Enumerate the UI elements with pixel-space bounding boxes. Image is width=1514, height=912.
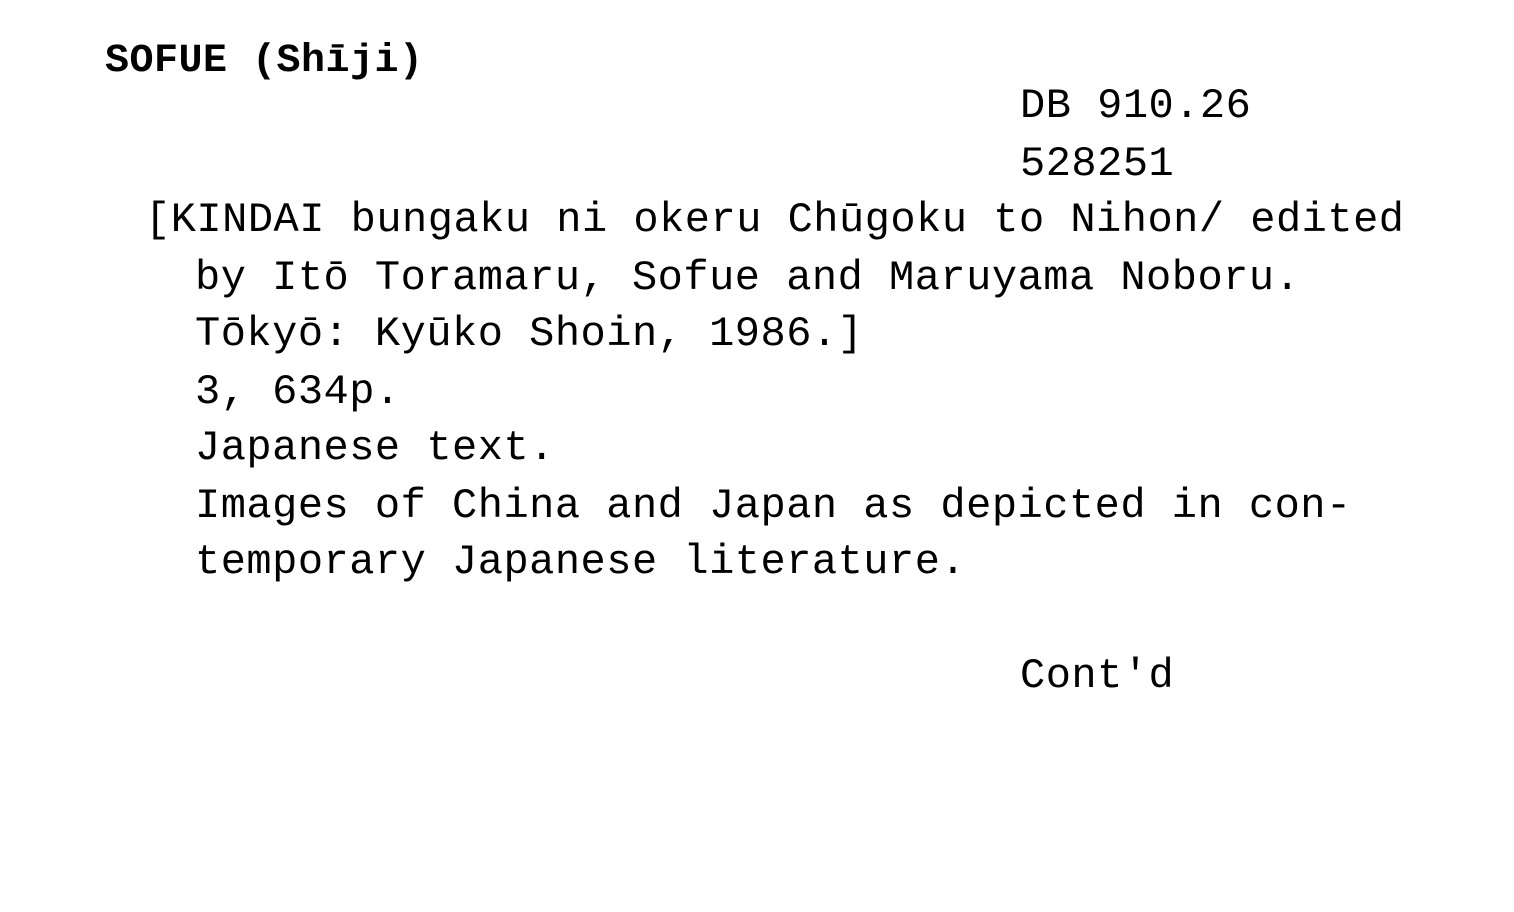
call-number: DB 910.26	[1020, 82, 1252, 130]
title-line-1: [KINDAI bungaku ni okeru Chūgoku to Nihon/ edited	[145, 196, 1405, 244]
main-entry-heading: SOFUE (Shīji)	[105, 39, 424, 84]
summary-line-2: temporary Japanese literature.	[195, 538, 967, 586]
continuation-note: Cont'd	[1020, 652, 1175, 700]
summary-line-1: Images of China and Japan as depicted in con-	[195, 482, 1352, 530]
title-line-3: Tōkyō: Kyūko Shoin, 1986.]	[195, 310, 864, 358]
accession-number: 528251	[1020, 140, 1175, 188]
language-note: Japanese text.	[195, 424, 555, 472]
title-line-2: by Itō Toramaru, Sofue and Maruyama Noboru.	[195, 254, 1301, 302]
pagination: 3, 634p.	[195, 368, 401, 416]
